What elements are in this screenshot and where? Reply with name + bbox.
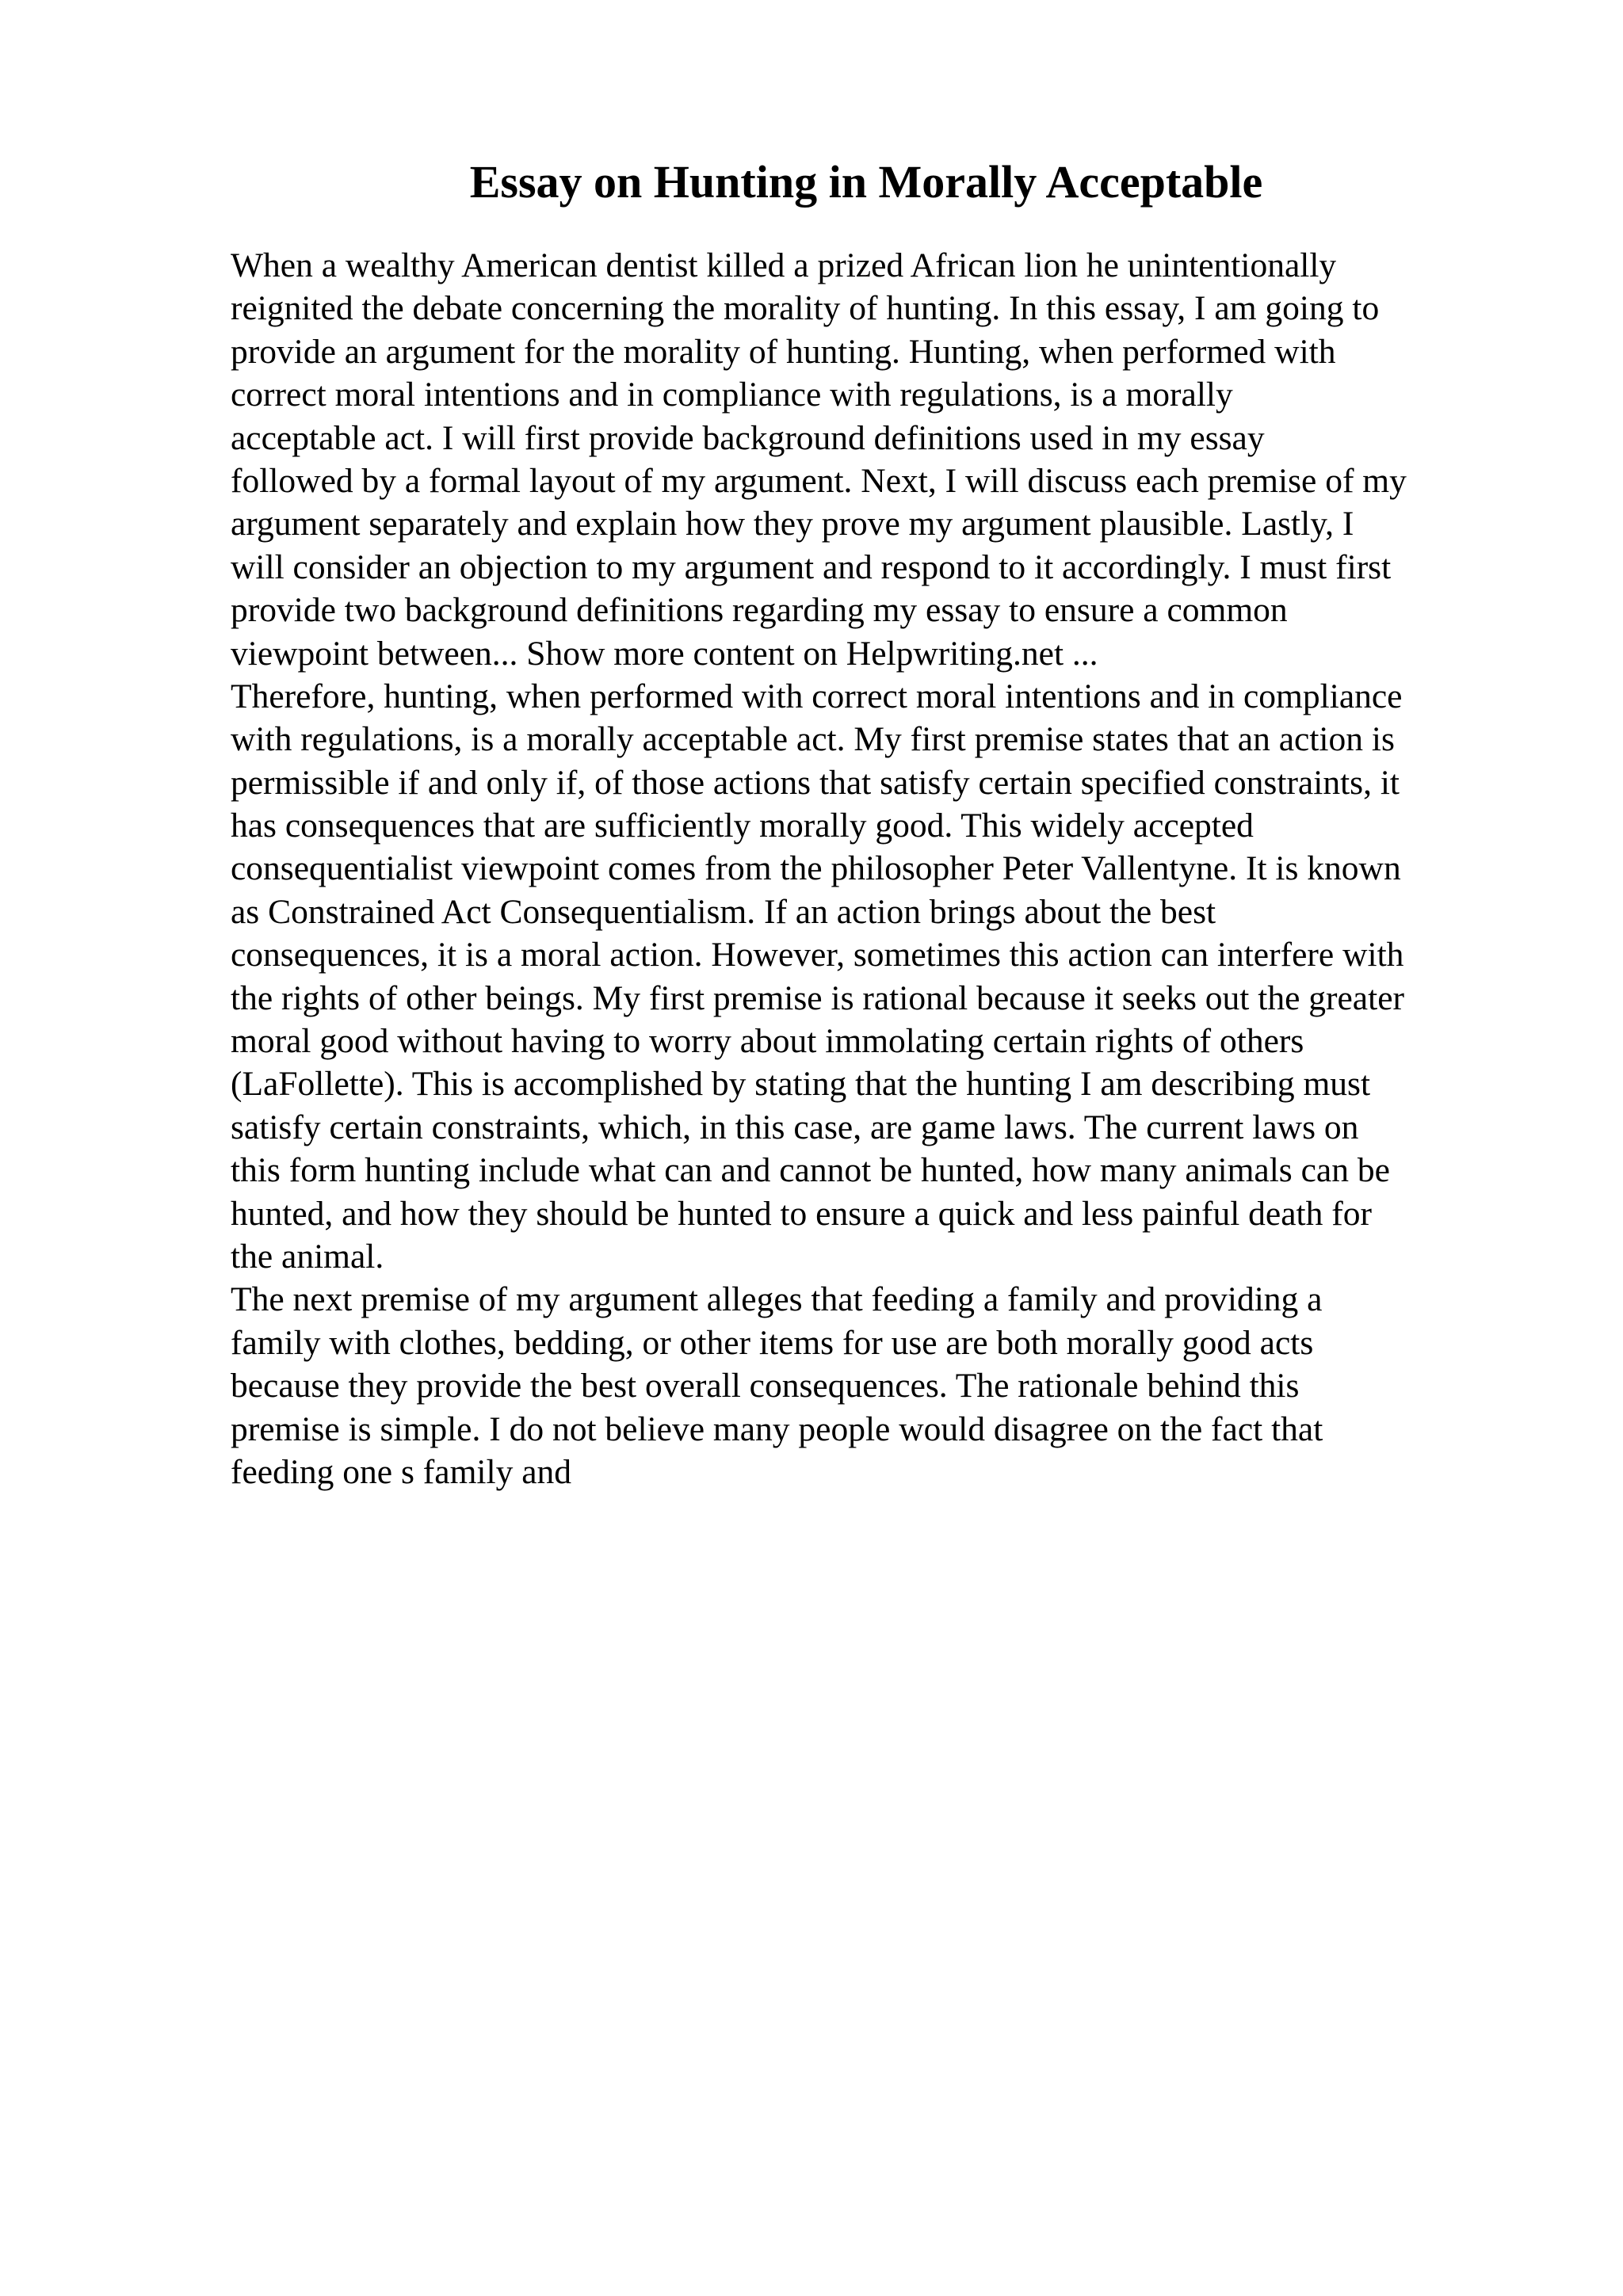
text-line: reignited the debate concerning the morality of hunting. In this essay, I am going to (231, 289, 1380, 328)
text-line: the animal. (231, 1237, 384, 1276)
text-line: correct moral intentions and in compliance with regulations, is a morally (231, 376, 1233, 414)
text-line: provide an argument for the morality of hunting. Hunting, when performed with (231, 332, 1336, 371)
text-line: with regulations, is a morally acceptable act. My first premise states that an action is (231, 720, 1395, 759)
text-line: the rights of other beings. My first premise is rational because it seeks out the greater (231, 978, 1404, 1017)
text-line: family with clothes, bedding, or other items for use are both morally good acts (231, 1323, 1314, 1362)
text-line: consequences, it is a moral action. However, sometimes this action can interfere with (231, 936, 1404, 974)
text-line: consequentialist viewpoint comes from the philosopher Peter Vallentyne. It is known (231, 849, 1401, 888)
text-line: viewpoint between... Show more content on Helpwriting.net ... (231, 634, 1098, 673)
text-line: has consequences that are sufficiently morally good. This widely accepted (231, 807, 1254, 845)
text-line: premise is simple. I do not believe many people would disagree on the fact that (231, 1409, 1323, 1448)
text-line: will consider an objection to my argument and respond to it accordingly. I must first (231, 547, 1392, 586)
text-line: feeding one s family and (231, 1452, 572, 1491)
text-line: as Constrained Act Consequentialism. If an action brings about the best (231, 892, 1216, 931)
text-line: The next premise of my argument alleges that feeding a family and providing a (231, 1280, 1323, 1319)
text-line: followed by a formal layout of my argument. Next, I will discuss each premise of my (231, 461, 1407, 500)
text-line: permissible if and only if, of those actions that satisfy certain specified constraints, it (231, 763, 1400, 802)
essay-body (231, 244, 1530, 1493)
text-line: because they provide the best overall consequences. The rationale behind this (231, 1367, 1300, 1405)
text-line: Therefore, hunting, when performed with correct moral intentions and in compliance (231, 677, 1403, 715)
document-title: Essay on Hunting in Morally Acceptable (469, 156, 1263, 208)
text-line: When a wealthy American dentist killed a prized African lion he unintentionally (231, 246, 1337, 284)
text-line: argument separately and explain how they prove my argument plausible. Lastly, I (231, 505, 1354, 543)
text-line: (LaFollette). This is accomplished by stating that the hunting I am describing must (231, 1065, 1371, 1104)
text-line: this form hunting include what can and cannot be hunted, how many animals can be (231, 1151, 1390, 1190)
text-line: hunted, and how they should be hunted to ensure a quick and less painful death for (231, 1194, 1372, 1233)
text-line: acceptable act. I will first provide background definitions used in my essay (231, 418, 1265, 457)
text-line: provide two background definitions regarding my essay to ensure a common (231, 591, 1288, 630)
text-line: moral good without having to worry about immolating certain rights of others (231, 1022, 1304, 1061)
text-line: satisfy certain constraints, which, in this case, are game laws. The current laws on (231, 1108, 1359, 1146)
